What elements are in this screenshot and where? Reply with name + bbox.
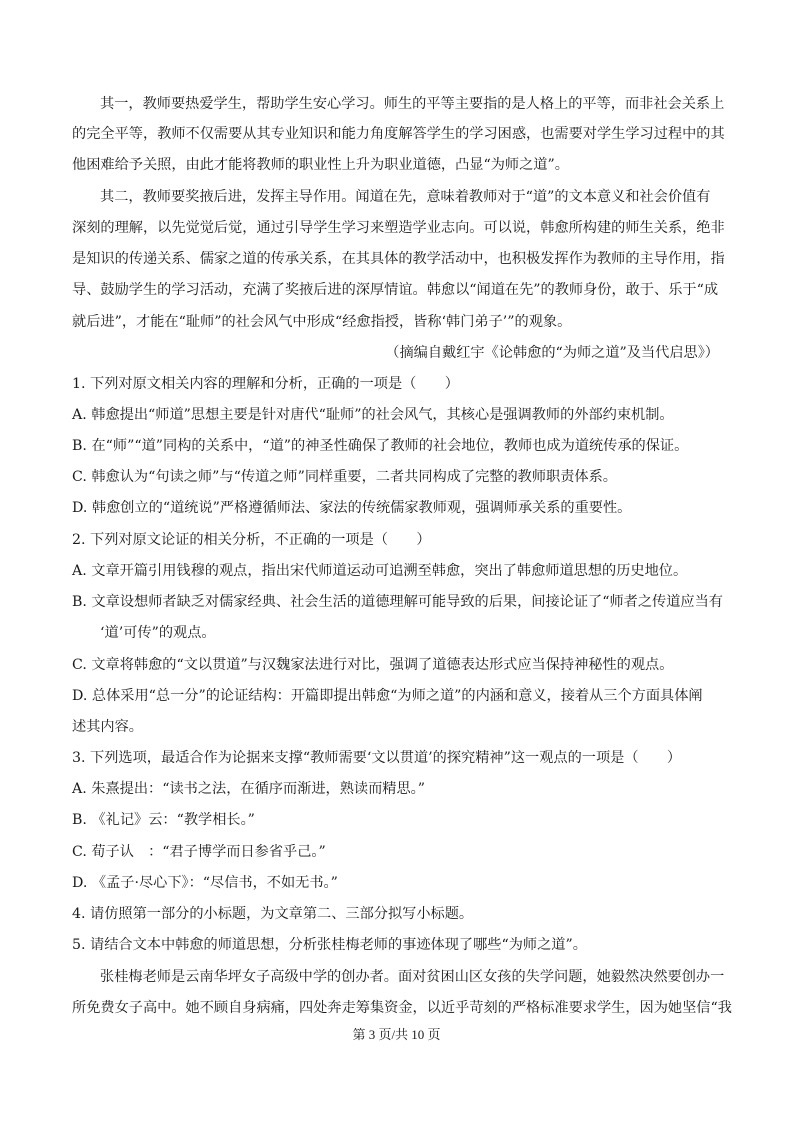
text-line: 就后进”，才能在“耻师”的社会风气中形成“经愈指授，皆称‘韩门弟子’”的观象。: [72, 314, 572, 330]
text-line: 1. 下列对原文相关内容的理解和分析，正确的一项是（ ）: [72, 376, 459, 392]
text-line: B. 《礼记》云：“教学相长。”: [72, 812, 255, 828]
text-line: C. 荀子认 ：“君子博学而日参省乎己。”: [72, 844, 326, 860]
text-line: D. 总体采用“总一分”的论证结构：开篇即提出韩愈“为师之道”的内涵和意义，接着从三个方面具体阐: [72, 688, 703, 704]
text-line: 其二，教师要奖掖后进，发挥主导作用。闻道在先，意味着教师对于“道”的文本意义和社会价值有: [100, 189, 711, 205]
page-footer: 第 3 页/共 10 页: [352, 1027, 441, 1042]
text-line: 3. 下列选项，最适合作为论据来支撑“教师需要‘文以贯道’的探究精神”这一观点的一项是（ ）: [72, 750, 682, 766]
text-line: 深刻的理解，以先觉觉后觉，通过引导学生学习来塑造学业志向。可以说，韩愈所构建的师生关系，绝非: [72, 220, 725, 236]
text-line: （摘编自戴红宇《论韩愈的“为师之道”及当代启思》）: [385, 345, 719, 361]
text-line: ‘道’可传”的观点。: [100, 625, 216, 641]
text-line: D. 《孟子·尽心下》：“尽信书，不如无书。”: [72, 875, 338, 891]
text-line: 所免费女子高中。她不顾自身病痛，四处奔走筹集资金，以近乎苛刻的严格标准要求学生，因为她坚信“我: [72, 1000, 732, 1016]
text-line: C. 文章将韩愈的“文以贯道”与汉魏家法进行对比，强调了道德表达形式应当保持神秘性的观点。: [72, 657, 674, 673]
text-line: 他困难给予关照，由此才能将教师的职业性上升为职业道德，凸显“为师之道”。: [72, 157, 569, 173]
text-line: 是知识的传递关系、儒家之道的传承关系，在其具体的教学活动中，也积极发挥作为教师的主导作用，指: [72, 251, 725, 267]
text-line: A. 韩愈提出“师道”思想主要是针对唐代“耻师”的社会风气，其核心是强调教师的外部约束机制。: [72, 407, 674, 423]
text-line: 的完全平等，教师不仅需要从其专业知识和能力角度解答学生的学习困惑，也需要对学生学习过程中的其: [72, 126, 725, 142]
text-line: 张桂梅老师是云南华坪女子高级中学的创办者。面对贫困山区女孩的失学问题，她毅然决然要创办一: [100, 969, 725, 985]
text-line: B. 文章设想师者缺乏对儒家经典、社会生活的道德理解可能导致的后果，间接论证了“师者之传道应当有: [72, 594, 723, 610]
text-line: 述其内容。: [72, 719, 143, 735]
text-line: 5. 请结合文本中韩愈的师道思想，分析张桂梅老师的事迹体现了哪些“为师之道”。: [72, 937, 587, 953]
text-line: D. 韩愈创立的“道统说”严格遵循师法、家法的传统儒家教师观，强调师承关系的重要性。: [72, 500, 632, 516]
text-line: A. 朱熹提出：“读书之法，在循序而渐进，熟读而精思。”: [72, 781, 425, 797]
text-line: A. 文章开篇引用钱穆的观点，指出宋代师道运动可追溯至韩愈，突出了韩愈师道思想的历史地位。: [72, 563, 688, 579]
text-line: 2. 下列对原文论证的相关分析，不正确的一项是（ ）: [72, 532, 431, 548]
text-line: B. 在“师”“道”同构的关系中，“道”的神圣性确保了教师的社会地位，教师也成为道统传承的保证。: [72, 438, 689, 454]
text-line: C. 韩愈认为“句读之师”与“传道之师”同样重要，二者共同构成了完整的教师职责体系。: [72, 469, 617, 485]
text-line: 4. 请仿照第一部分的小标题，为文章第二、三部分拟写小标题。: [72, 906, 474, 922]
text-line: 其一，教师要热爱学生，帮助学生安心学习。师生的平等主要指的是人格上的平等，而非社会关系上: [100, 96, 725, 112]
text-line: 导、鼓励学生的学习活动，充满了奖掖后进的深厚情谊。韩愈以“闻道在先”的教师身份，敢于、乐于“成: [72, 282, 719, 298]
